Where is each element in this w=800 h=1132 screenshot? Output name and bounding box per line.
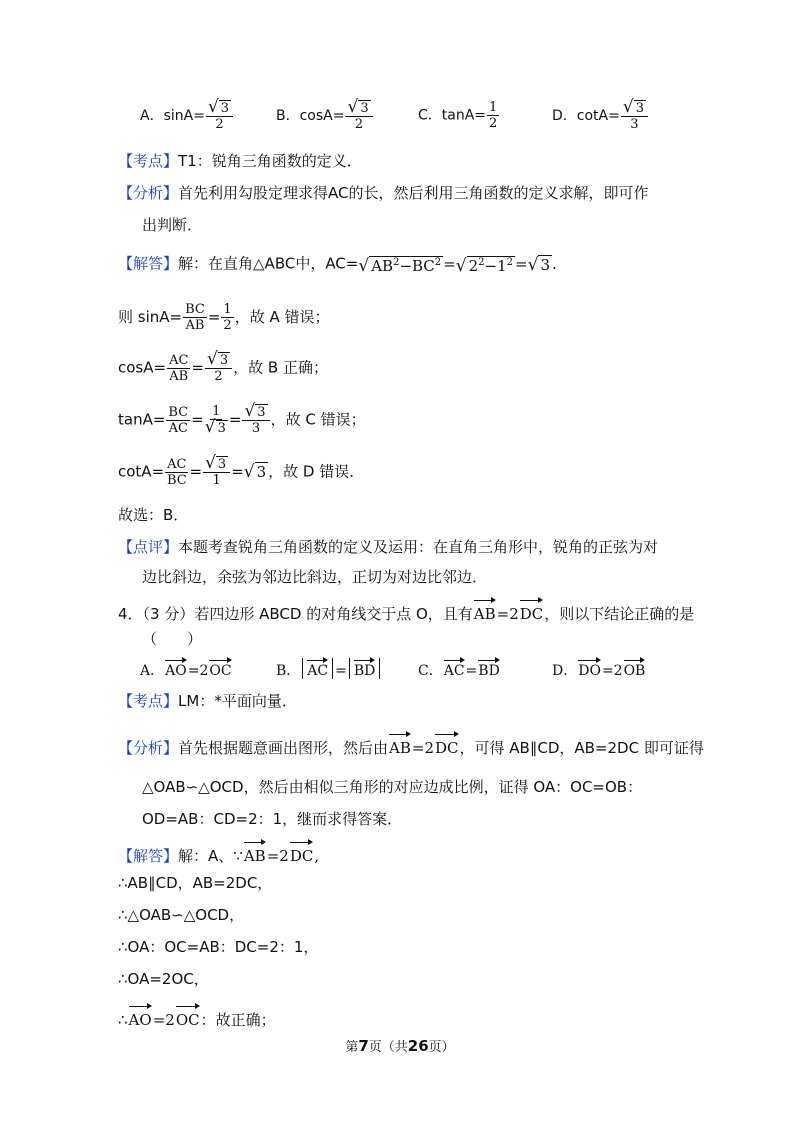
q4-fenxi-line-3: OD=AB：CD=2：1，继而求得答案．: [142, 810, 403, 828]
option-c: C．tanA= $\frac{1}{2}$: [418, 100, 498, 131]
dianping-line-2: 边比斜边，余弦为邻边比斜边，正切为对边比邻边．: [142, 568, 488, 586]
dianping-line: 【点评】本题考查锐角三角函数的定义及运用：在直角三角形中，锐角的正弦为对: [118, 538, 659, 556]
fenxi-line: 【分析】首先利用勾股定理求得AC的长，然后利用三角函数的定义求解，即可作: [118, 184, 649, 202]
fraction: $\frac{√ 3}{2}$: [206, 100, 233, 132]
q4-step-4: ∴OA=2OC，: [118, 970, 209, 988]
tan-line: tanA= $\frac{BC}{AC}$ = $\frac{1}{√ 3}$ = $\frac{√ 3}{3}$ ，故 C 错误；: [118, 401, 366, 437]
q4-jieda-line: 【解答】解：A、∵AB=2DC,: [118, 840, 319, 867]
fenxi-tag: 【分析】: [118, 184, 179, 202]
fraction: $\frac{1}{2}$: [489, 100, 498, 131]
jieda-line: 【解答】解：在直角△ABC中，AC=√ $AB^2-BC^2$ =√ $2^2-1^2$ =√ 3 .: [118, 254, 557, 276]
sin-line: 则 sinA= $\frac{BC}{AB}$ = $\frac{1}{2}$ ，故 A 错误；: [118, 302, 330, 333]
page-footer: 第7页（共26页）: [345, 1037, 455, 1055]
option-b: B．cosA= $\frac{√ 3}{2}$: [276, 100, 374, 132]
q4-fenxi-line: 【分析】首先根据题意画出图形，然后由AB=2DC，可得 AB∥CD，AB=2DC 即可证得: [118, 732, 704, 759]
fraction: $\frac{√ 3}{3}$: [621, 100, 648, 132]
option-d: D．cotA= $\frac{√ 3}{3}$: [552, 100, 649, 132]
cos-line: cosA= $\frac{AC}{AB}$ = $\frac{√ 3}{2}$ ，故 B 正确；: [118, 349, 328, 384]
dianping-tag: 【点评】: [118, 538, 179, 556]
q4-stem: 4．（3 分）若四边形 ABCD 的对角线交于点 O，且有AB=2DC，则以下结论正确的是: [118, 598, 694, 625]
q4-option-b: B． AC = BD: [276, 658, 382, 680]
cot-line: cotA= $\frac{AC}{BC}$ = $\frac{√ 3}{1}$ =√ 3 ，故 D 错误．: [118, 453, 365, 488]
q4-step-3: ∴OA：OC=AB：DC=2：1，: [118, 938, 319, 956]
q4-paren: （ ）: [142, 630, 203, 648]
kaodian-tag: 【考点】: [118, 692, 179, 710]
q4-step-2: ∴△OAB∽△OCD，: [118, 906, 245, 924]
ac-expression: √ $AB^2-BC^2$ =√ $2^2-1^2$ =√ 3 .: [358, 254, 557, 276]
kaodian-line: 【考点】T1：锐角三角函数的定义．: [118, 152, 362, 170]
answer-line: 故选：B．: [118, 506, 189, 524]
q4-fenxi-line-2: △OAB∽△OCD，然后由相似三角形的对应边成比例，证得 OA：OC=OB：: [142, 778, 643, 796]
jieda-tag: 【解答】: [118, 254, 179, 273]
fenxi-line-2: 出判断．: [142, 216, 203, 234]
jieda-tag: 【解答】: [118, 847, 179, 865]
kaodian-tag: 【考点】: [118, 152, 179, 170]
page-total: 26: [407, 1037, 429, 1055]
option-a: A．sinA= $\frac{√ 3}{2}$: [140, 100, 234, 132]
q4-option-a: A．AO=2OC: [140, 658, 233, 680]
q4-step-1: ∴AB∥CD，AB=2DC，: [118, 874, 273, 892]
fraction: $\frac{√ 3}{2}$: [345, 100, 372, 132]
q4-step-5: ∴AO=2OC：故正确；: [118, 1004, 276, 1031]
page-number: 7: [358, 1037, 369, 1055]
q4-option-c: C．AC=BD: [418, 658, 501, 680]
q4-option-d: D．DO=2OB: [552, 658, 646, 680]
fenxi-tag: 【分析】: [118, 739, 179, 757]
q4-kaodian-line: 【考点】LM：*平面向量．: [118, 692, 297, 710]
